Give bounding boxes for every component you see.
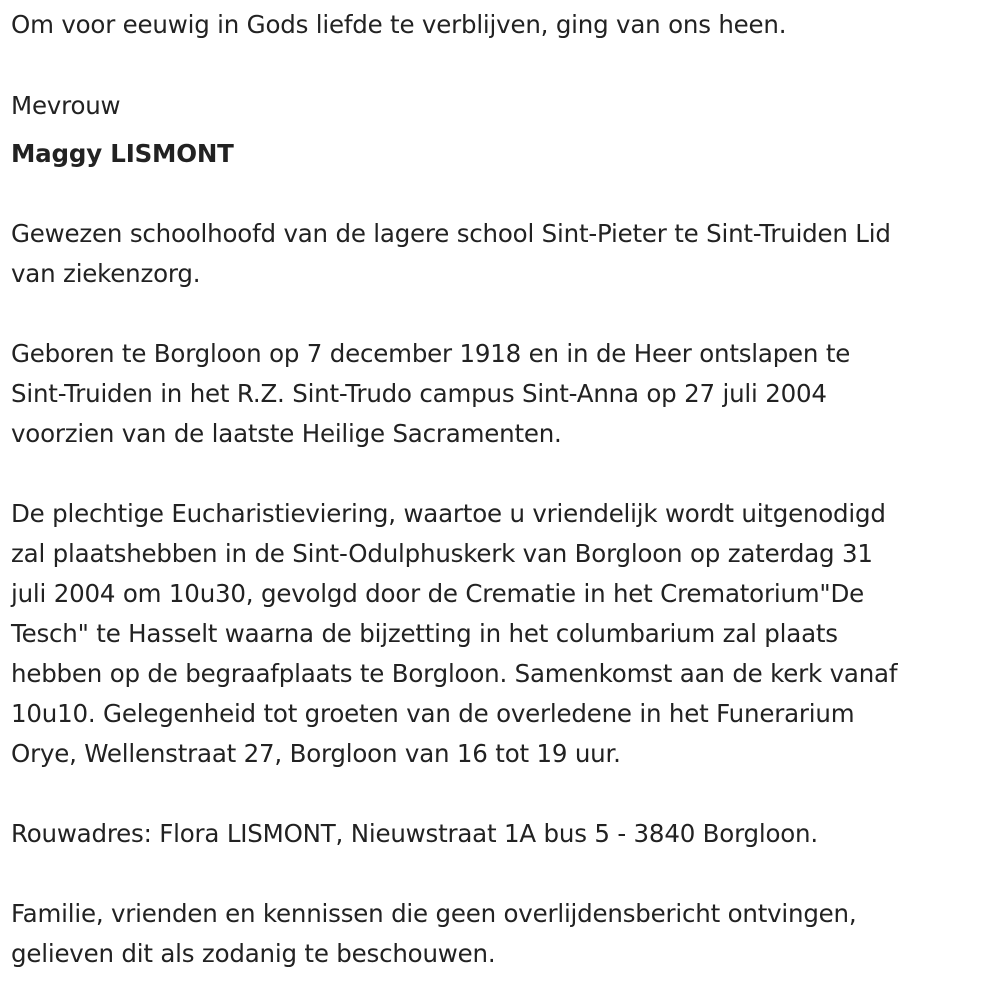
honorific-title: Mevrouw [11, 91, 121, 120]
deceased-name: Maggy LISMONT [11, 139, 234, 168]
family-note: Familie, vrienden en kennissen die geen overlijdensbericht ontvingen, gelieven dit als zodanig te beschouwen. [11, 899, 857, 968]
funeral-service-text: De plechtige Eucharistieviering, waartoe u vriendelijk wordt uitgenodigd zal plaatshebben in de Sint-Odulphuskerk van Borgloon op zaterdag 31 juli 2004 om 10u30, gevolgd door de Crematie in het Crematorium"De Tesch" te Hasselt waarna de bijzetting in het columbarium zal plaats hebben op de begraafplaats te Borgloon. Samenkomst aan de kerk vanaf 10u10. Gelegenheid tot groeten van de overledene in het Funerarium Orye, Wellenstraat 27, Borgloon van 16 tot 19 uur. [11, 499, 898, 768]
mourning-address: Rouwadres: Flora LISMONT, Nieuwstraat 1A bus 5 - 3840 Borgloon. [11, 819, 818, 848]
birth-death-text: Geboren te Borgloon op 7 december 1918 en in de Heer ontslapen te Sint-Truiden in het R.Z. Sint-Trudo campus Sint-Anna op 27 juli 2004 voorzien van de laatste Heilige Sacramenten. [11, 339, 851, 448]
intro-text: Om voor eeuwig in Gods liefde te verblijven, ging van ons heen. [11, 10, 787, 39]
occupation-text: Gewezen schoolhoofd van de lagere school Sint-Pieter te Sint-Truiden Lid van ziekenzorg. [11, 219, 891, 288]
